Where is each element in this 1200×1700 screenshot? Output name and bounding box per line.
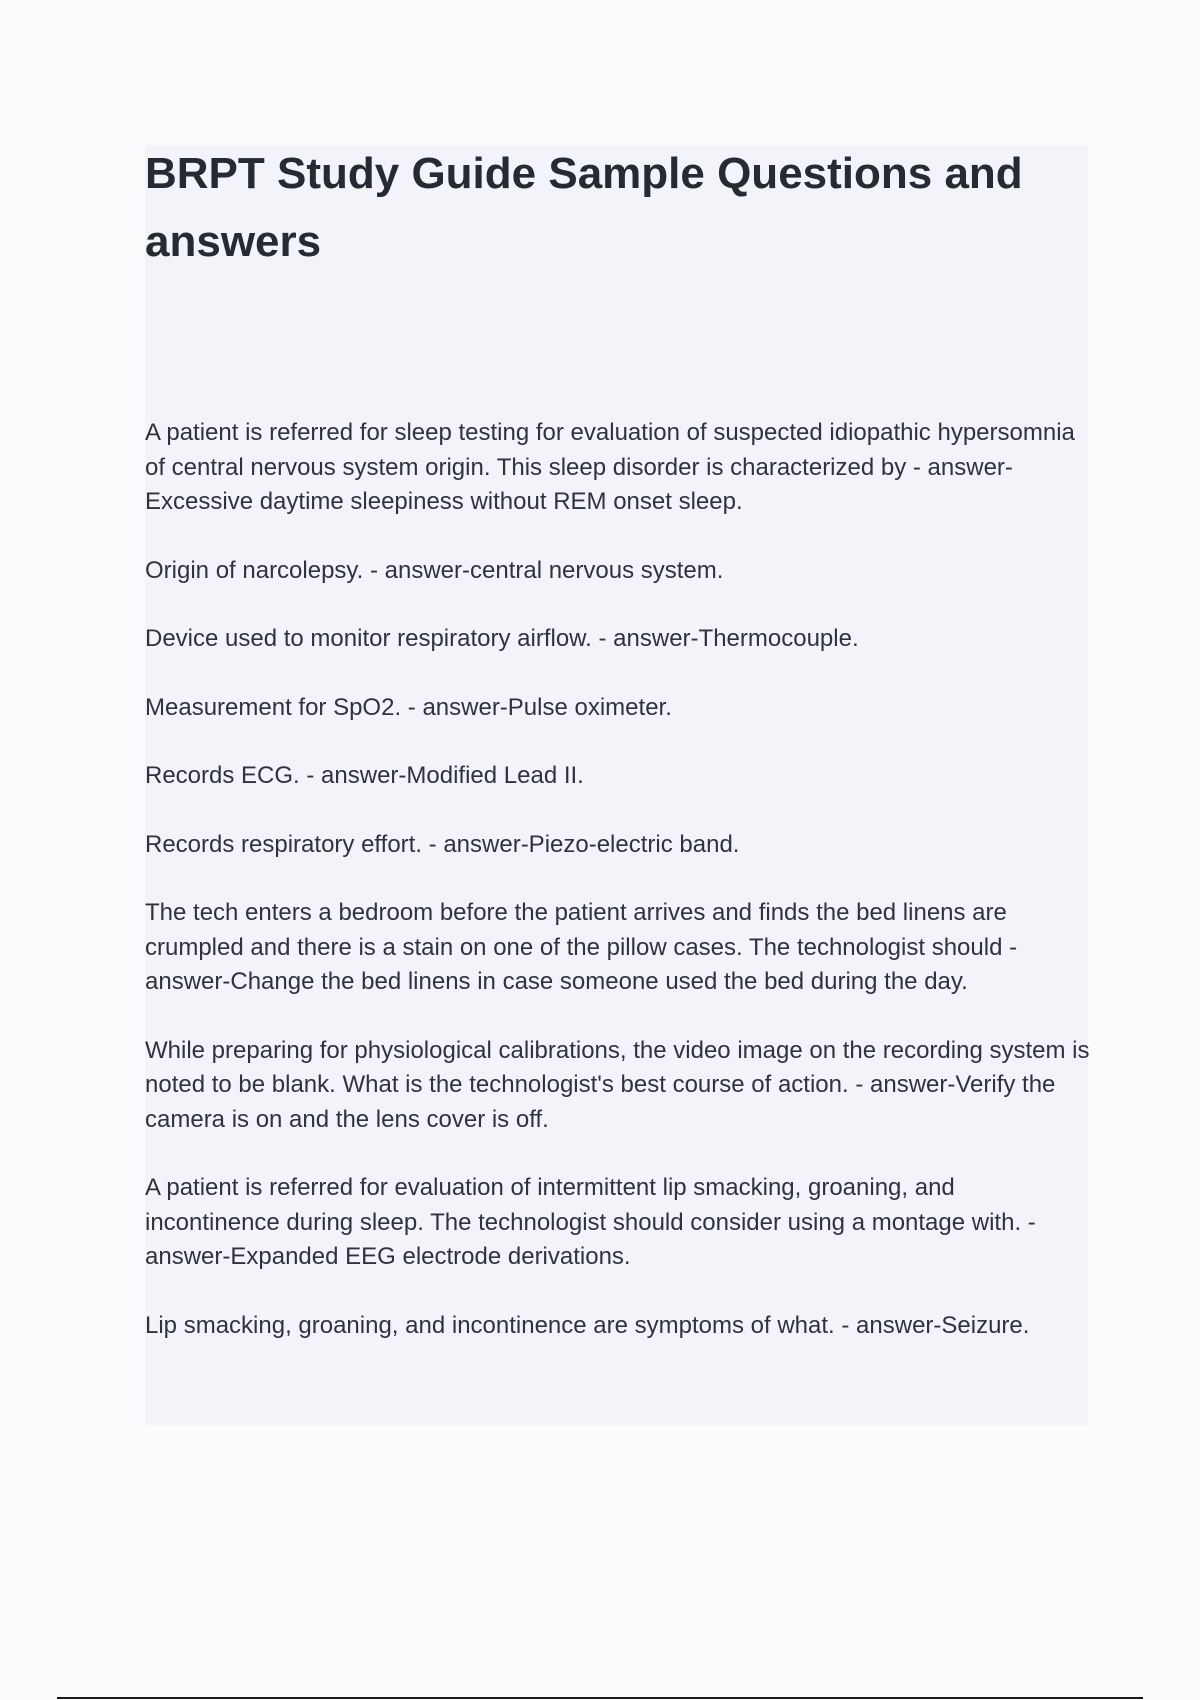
qa-item: Lip smacking, groaning, and incontinence are symptoms of what. - answer-Seizure. <box>145 1311 1030 1339</box>
qa-item: While preparing for physiological calibrations, the video image on the recording system is noted to be blank. What is the technologist's best course of action. - answer-Verify the camera is on and the lens cover is off. <box>145 1036 1090 1133</box>
qa-item: The tech enters a bedroom before the patient arrives and finds the bed linens are crumpled and there is a stain on one of the pillow cases. The technologist should - answer-Change the bed linens in case someone used the bed during the day. <box>145 899 1018 995</box>
qa-item: Origin of narcolepsy. - answer-central nervous system. <box>145 556 724 584</box>
qa-list <box>145 416 1093 1377</box>
qa-item: Device used to monitor respiratory airflow. - answer-Thermocouple. <box>145 625 859 652</box>
qa-item: A patient is referred for sleep testing for evaluation of suspected idiopathic hypersomnia of central nervous system origin. This sleep disorder is characterized by - answer-Excessive daytime sleepiness without REM onset sleep. <box>145 419 1075 515</box>
qa-item: Records respiratory effort. - answer-Piezo-electric band. <box>145 830 740 858</box>
page-title: BRPT Study Guide Sample Questions and answers <box>145 149 1023 266</box>
qa-item: Measurement for SpO2. - answer-Pulse oximeter. <box>145 693 672 721</box>
footer-divider <box>57 1697 1143 1699</box>
qa-item: Records ECG. - answer-Modified Lead II. <box>145 762 584 789</box>
qa-item: A patient is referred for evaluation of intermittent lip smacking, groaning, and incontinence during sleep. The technologist should consider using a montage with. - answer-Expanded EEG electrode derivations. <box>145 1174 1036 1270</box>
